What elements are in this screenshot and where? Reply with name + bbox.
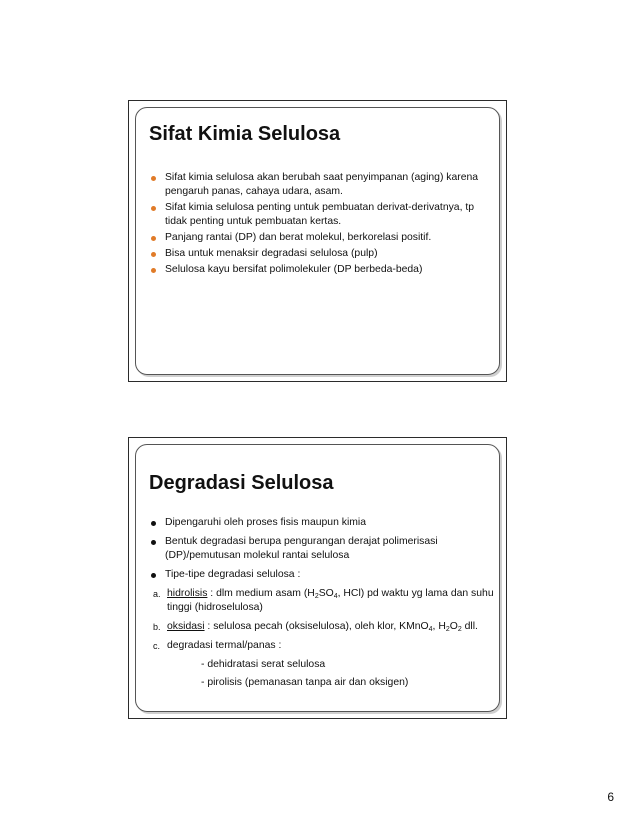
term-oksidasi: oksidasi	[167, 621, 205, 632]
bullet-icon	[151, 540, 156, 545]
slide-degradasi-selulosa	[128, 437, 507, 719]
list-item: Sifat kimia selulosa akan berubah saat penyimpanan (aging) karena pengaruh panas, cahaya udara, asam.	[149, 171, 494, 199]
list-item: Bisa untuk menaksir degradasi selulosa (pulp)	[149, 247, 494, 261]
list-item: Selulosa kayu bersifat polimolekuler (DP berbeda-beda)	[149, 263, 494, 277]
bullet-icon	[151, 573, 156, 578]
page-number: 6	[607, 790, 614, 804]
list-item: Bentuk degradasi berupa pengurangan derajat polimerisasi (DP)/pemutusan molekul rantai selulosa	[149, 535, 494, 563]
thermal-item: - pirolisis (pemanasan tanpa air dan oksigen)	[201, 677, 409, 688]
list-item: Dipengaruhi oleh proses fisis maupun kimia	[149, 516, 494, 530]
list-item: Tipe-tipe degradasi selulosa :	[149, 568, 494, 582]
list-marker: a.	[153, 589, 161, 599]
slide-body	[149, 516, 494, 694]
list-item: c. degradasi termal/panas :	[153, 640, 282, 651]
term-hidrolisis: hidrolisis	[167, 588, 208, 599]
bullet-icon	[151, 176, 156, 181]
degradation-types-list	[149, 587, 494, 653]
bullet-icon	[151, 236, 156, 241]
thermal-item: - dehidratasi serat selulosa	[201, 659, 326, 670]
bullet-icon	[151, 521, 156, 526]
bullet-icon	[151, 206, 156, 211]
list-item: Sifat kimia selulosa penting untuk pembuatan derivat-derivatnya, tp tidak penting untuk pembuatan kertas.	[149, 201, 494, 229]
bullet-list	[149, 516, 494, 582]
list-item: Panjang rantai (DP) dan berat molekul, berkorelasi positif.	[149, 231, 494, 245]
list-marker: b.	[153, 622, 161, 632]
slide-title: Degradasi Selulosa	[149, 472, 334, 494]
slide-body	[149, 171, 494, 279]
list-item: b. oksidasi : selulosa pecah (oksiselulosa), oleh klor, KMnO$_4$, $H_2O_2$ dll.	[153, 621, 478, 633]
list-marker: c.	[153, 641, 161, 651]
bullet-icon	[151, 252, 156, 257]
slide-title: Sifat Kimia Selulosa	[149, 123, 341, 145]
slide-sifat-kimia-selulosa	[128, 100, 507, 382]
list-item: a. hidrolisis : dlm medium asam ($H_2SO_4$, HCl) pd waktu yg lama dan suhu tinggi (hidroselulosa)	[153, 588, 494, 613]
bullet-icon	[151, 268, 156, 273]
bullet-list	[149, 171, 494, 277]
